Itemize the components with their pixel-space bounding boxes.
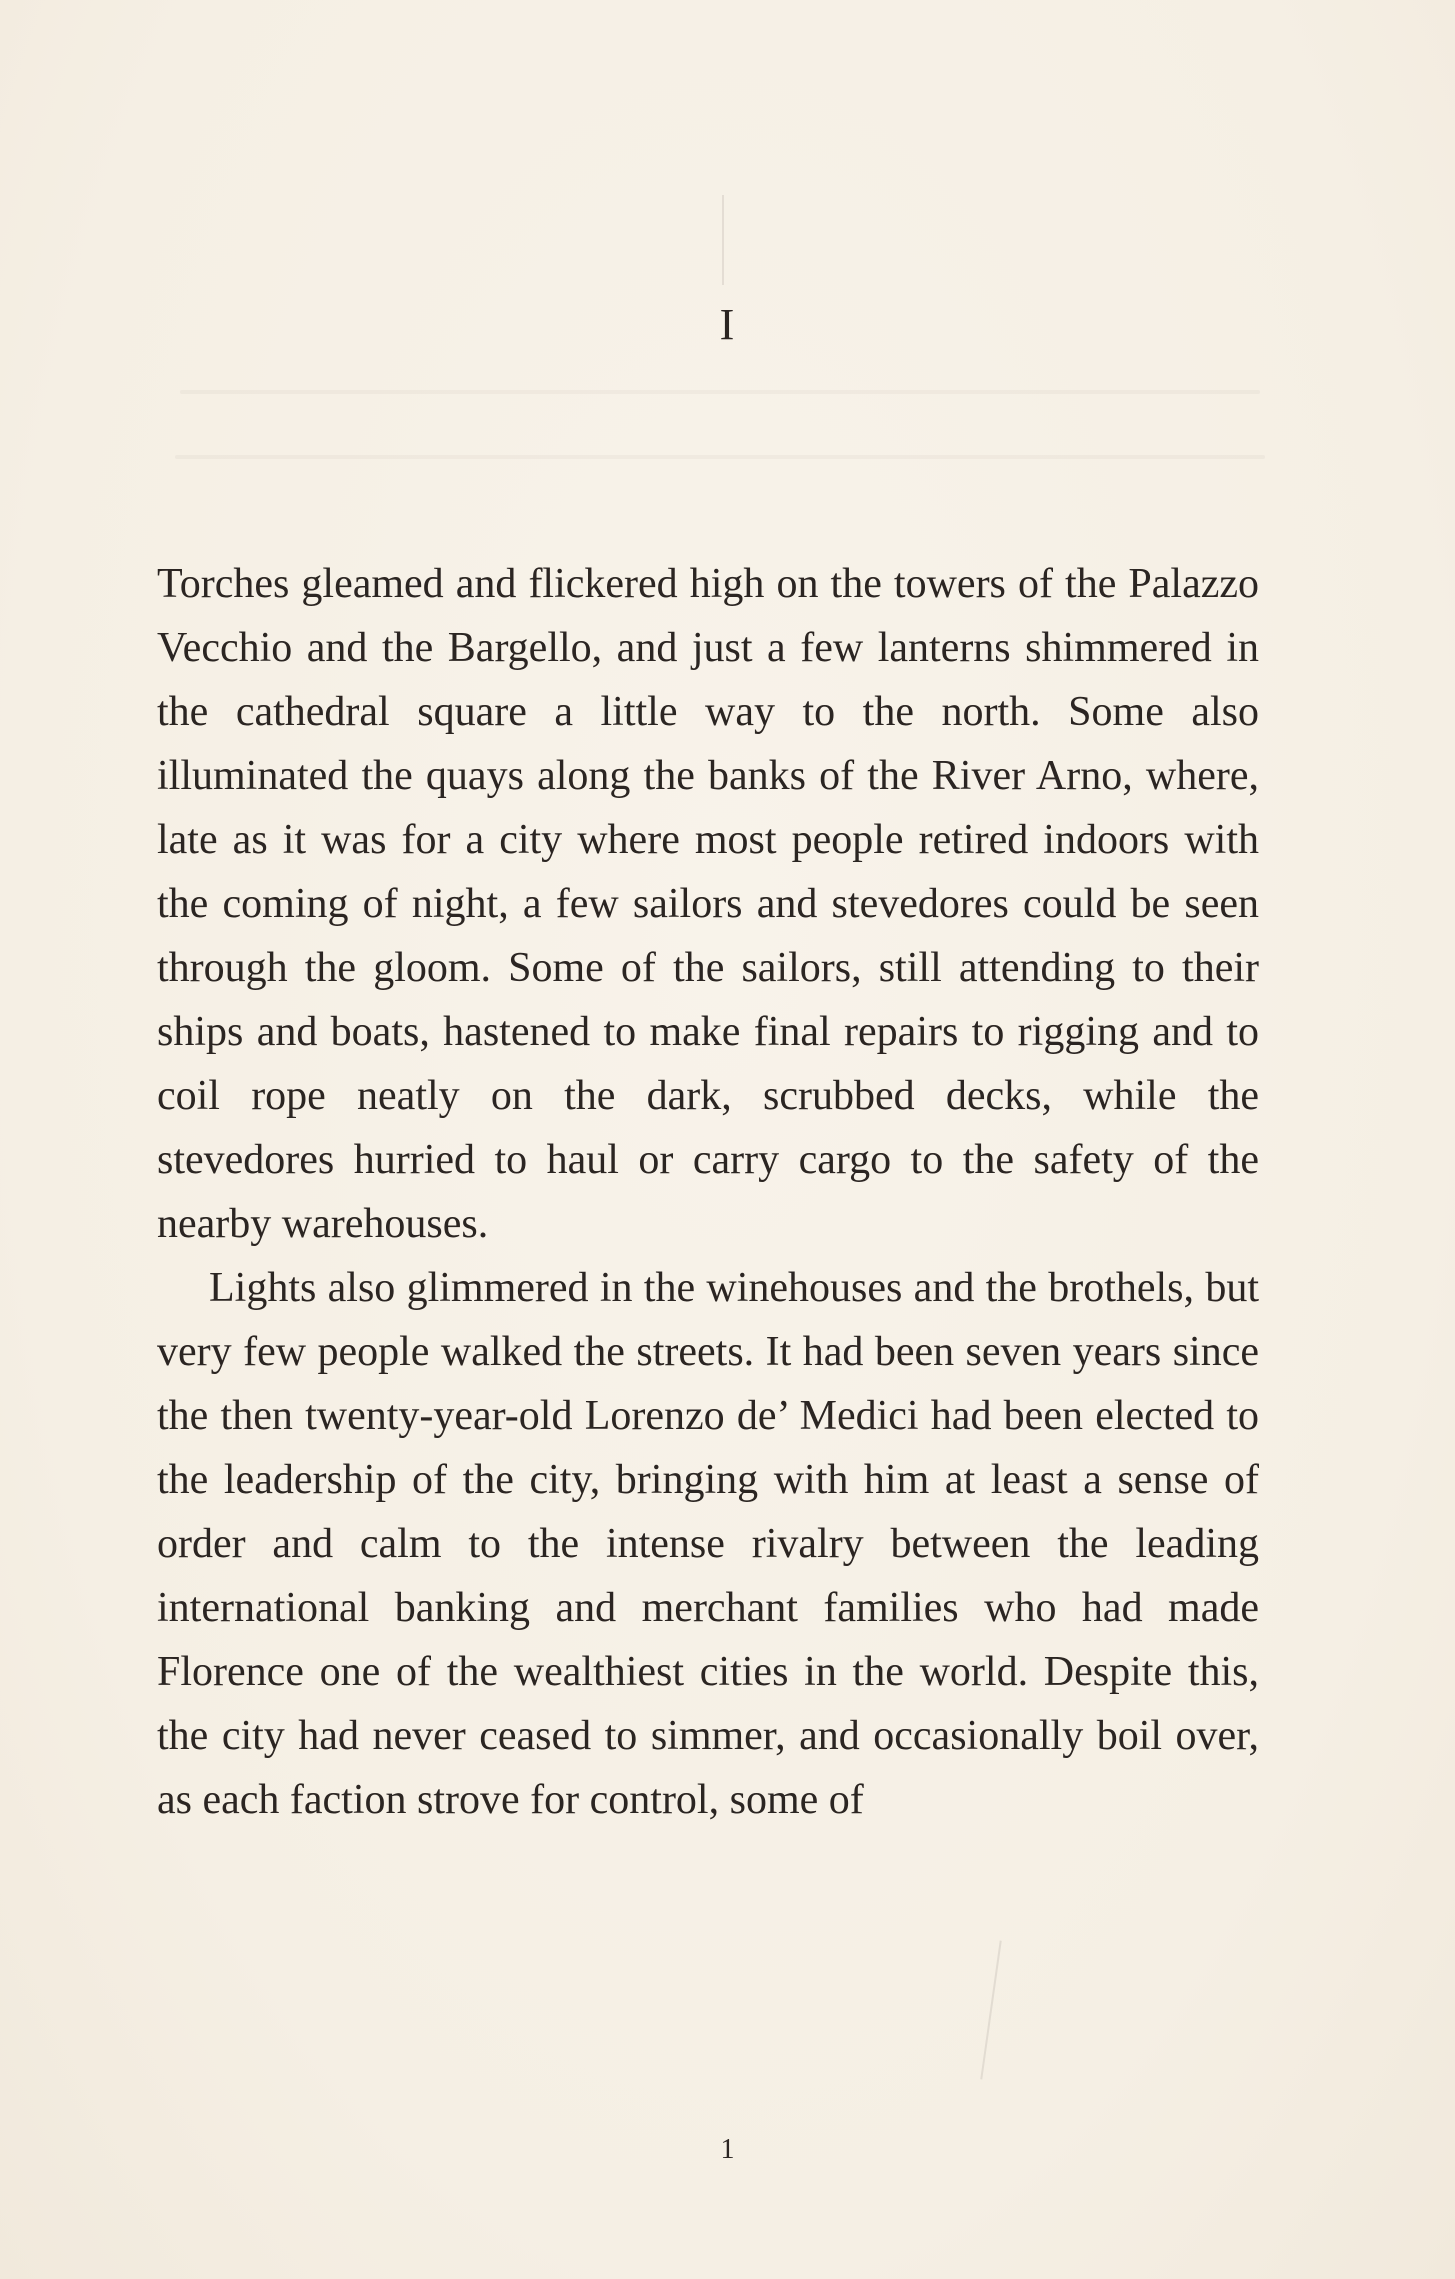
chapter-number: I <box>719 300 736 349</box>
paper-crease <box>980 1941 1001 2080</box>
paper-crease <box>722 195 724 285</box>
show-through-mark <box>180 390 1260 394</box>
paragraph: Lights also glimmered in the winehouses and the brothels, but very few people walked the streets. It had been seven years since the then twenty-year-old Lorenzo de’ Medici had been elected to the leadership of the city, bringing with him at least a sense of order and calm to the intense rivalry between the leading international banking and merchant families who had made Florence one of the wealthiest cities in the world. Despite this, the city had never ceased to simmer, and occasionally boil over, as each faction strove for control, some of <box>157 1265 1259 1823</box>
show-through-mark <box>175 455 1265 459</box>
page-number: 1 <box>720 2134 735 2165</box>
paragraph: Torches gleamed and flickered high on the towers of the Palazzo Vecchio and the Bargello, and just a few lanterns shimmered in the cathedral square a little way to the north. Some also illuminated the quays along the banks of the River Arno, where, late as it was for a city where most people retired indoors with the coming of night, a few sailors and stevedores could be seen through the gloom. Some of the sailors, still attending to their ships and boats, hastened to make final repairs to rigging and to coil rope neatly on the dark, scrubbed decks, while the stevedores hurried to haul or carry cargo to the safety of the nearby warehouses. <box>157 561 1259 1247</box>
chapter-body <box>157 552 1259 1832</box>
